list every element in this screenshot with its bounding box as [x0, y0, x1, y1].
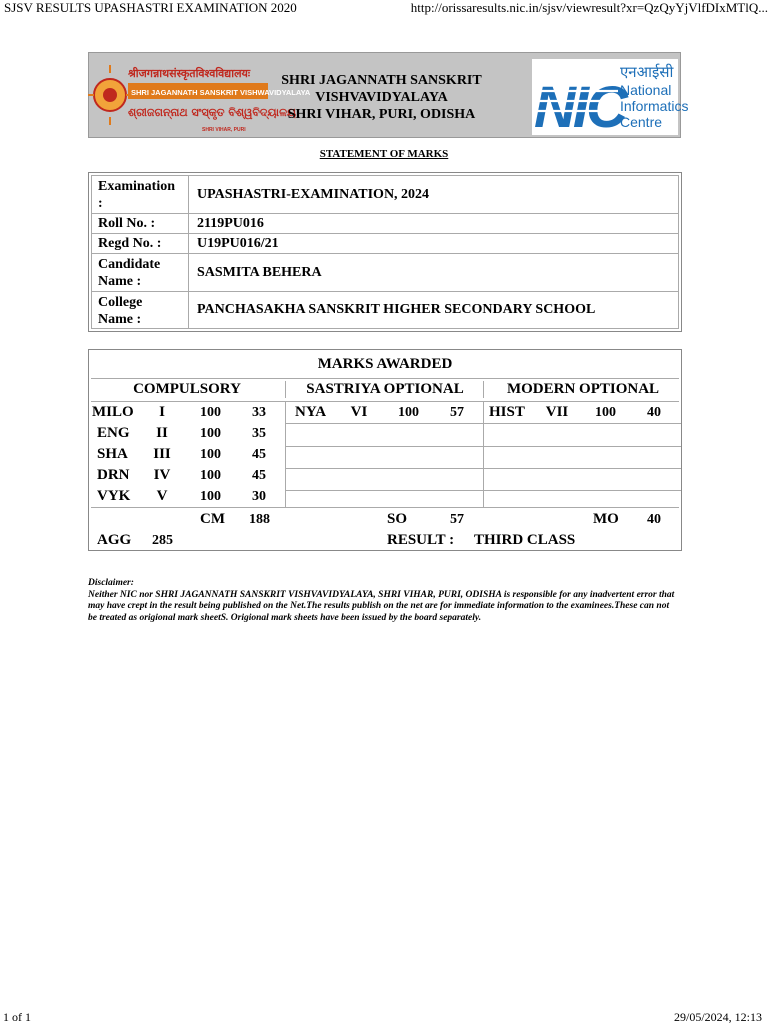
divider — [483, 401, 484, 507]
divider — [483, 446, 681, 447]
secured-marks: 45 — [252, 468, 266, 483]
divider — [91, 507, 679, 508]
examination-label-line2: : — [98, 196, 103, 211]
divider — [285, 446, 483, 447]
regd-label: Regd No. : — [92, 234, 189, 253]
candidate-name-value: SASMITA BEHERA — [197, 264, 322, 280]
university-logo — [92, 61, 311, 136]
paper-number: III — [153, 446, 171, 462]
candidate-name-label — [92, 254, 189, 291]
modern-subject-code: HIST — [489, 404, 525, 420]
modern-full-marks: 100 — [595, 405, 616, 420]
candidate-info-table — [88, 172, 682, 332]
university-name-line2: VISHVAVIDYALAYA — [315, 90, 448, 105]
paper-number: IV — [153, 467, 171, 483]
divider — [285, 468, 483, 469]
examination-label-line1: Examination — [98, 179, 176, 194]
info-row-college — [91, 291, 679, 329]
info-row-roll — [91, 213, 679, 234]
nic-logo-letters: NIC — [534, 75, 625, 140]
university-name — [274, 72, 489, 123]
nic-line2-text: Informatics — [620, 98, 689, 114]
cm-label: CM — [200, 511, 225, 527]
paper-number: V — [156, 488, 168, 504]
divider — [483, 490, 681, 491]
agg-label: AGG — [97, 532, 132, 548]
marks-table — [88, 349, 682, 551]
divider — [91, 378, 679, 379]
nic-line1-text: National — [620, 82, 672, 98]
full-marks: 100 — [200, 447, 221, 462]
college-name-label-line2: Name : — [98, 312, 142, 327]
nic-logo — [532, 59, 689, 140]
secured-marks: 30 — [252, 489, 266, 504]
nic-line3-text: Centre — [620, 114, 663, 130]
college-name-label-line1: College — [98, 295, 143, 310]
subject-code: ENG — [97, 425, 130, 441]
candidate-name-label-line2: Name : — [98, 274, 142, 289]
university-name-line3: SHRI VIHAR, PURI, ODISHA — [287, 107, 476, 122]
divider — [91, 401, 679, 402]
full-marks: 100 — [200, 489, 221, 504]
sastriya-paper-number: VI — [350, 404, 368, 420]
disclaimer — [88, 578, 680, 624]
mo-label: MO — [593, 511, 619, 527]
full-marks: 100 — [200, 405, 221, 420]
so-value: 57 — [450, 512, 464, 527]
divider — [285, 381, 286, 398]
subject-code: MILO — [92, 404, 134, 420]
result-label: RESULT : — [387, 532, 455, 548]
subject-code: VYK — [97, 488, 131, 504]
divider — [483, 381, 484, 398]
secured-marks: 33 — [252, 405, 266, 420]
header-banner — [88, 52, 689, 140]
info-row-candidate — [91, 253, 679, 292]
logo-place-text: SHRI VIHAR, PURI — [202, 127, 246, 133]
divider — [285, 423, 483, 424]
browser-page-title: SJSV RESULTS UPASHASTRI EXAMINATION 2020 — [4, 0, 297, 15]
university-name-line1: SHRI JAGANNATH SANSKRIT — [281, 73, 482, 88]
college-name-value: PANCHASAKHA SANSKRIT HIGHER SECONDARY SCHOOL — [197, 302, 596, 317]
statement-title-text: STATEMENT OF MARKS — [319, 148, 449, 160]
logo-sanskrit-text: श्रीजगन्नाथसंस्कृतविश्वविद्यालयः — [128, 67, 251, 80]
divider — [483, 423, 681, 424]
sastriya-optional-header: SASTRIYA OPTIONAL — [306, 381, 464, 397]
cm-value: 188 — [249, 512, 270, 527]
modern-paper-number: VII — [545, 404, 569, 420]
sastriya-secured-marks: 57 — [450, 405, 464, 420]
divider — [285, 490, 483, 491]
full-marks: 100 — [200, 426, 221, 441]
secured-marks: 45 — [252, 447, 266, 462]
sastriya-subject-code: NYA — [295, 404, 327, 420]
candidate-name-label-line1: Candidate — [98, 257, 161, 272]
secured-marks: 35 — [252, 426, 266, 441]
statement-title — [0, 148, 768, 160]
paper-number: II — [156, 425, 168, 441]
roll-value: 2119PU016 — [197, 215, 264, 231]
so-label: SO — [387, 511, 408, 527]
subject-code: DRN — [97, 467, 130, 483]
college-name-label — [92, 292, 189, 328]
modern-secured-marks: 40 — [647, 405, 661, 420]
mo-value: 40 — [647, 512, 661, 527]
subject-code: SHA — [97, 446, 128, 462]
info-row-regd — [91, 233, 679, 254]
full-marks: 100 — [200, 468, 221, 483]
modern-optional-header: MODERN OPTIONAL — [506, 381, 660, 397]
print-datetime: 29/05/2024, 12:13 — [673, 1010, 762, 1024]
sastriya-full-marks: 100 — [398, 405, 419, 420]
page-count: 1 of 1 — [3, 1010, 31, 1024]
marks-awarded-title: MARKS AWARDED — [317, 356, 453, 372]
disclaimer-text: Neither NIC nor SHRI JAGANNATH SANSKRIT VISHVAVIDYALAYA, SHRI VIHAR, PURI, ODISHA is responsible for any inadvertent error that may have crept in the result being published on the Net.The results publish on the net are for immediate information to the examinees.These can not be treated as origional mark sheetS. Origional mark sheets have been issued by the board separately. — [88, 589, 675, 623]
logo-english-text: SHRI JAGANNATH SANSKRIT VISHWAVIDYALAYA — [131, 88, 311, 97]
divider — [483, 468, 681, 469]
regd-value: U19PU016/21 — [197, 235, 279, 251]
agg-value: 285 — [152, 533, 173, 548]
divider — [285, 401, 286, 507]
compulsory-header: COMPULSORY — [133, 381, 241, 397]
info-row-examination — [91, 175, 679, 214]
result-value: THIRD CLASS — [474, 532, 576, 548]
roll-label: Roll No. : — [92, 214, 189, 233]
examination-label — [92, 176, 189, 213]
browser-url[interactable]: http://orissaresults.nic.in/sjsv/viewresult?xr=QzQyYjVlfDIxMTlQ... — [410, 0, 768, 15]
paper-number: I — [159, 404, 165, 420]
examination-value: UPASHASTRI-EXAMINATION, 2024 — [197, 186, 430, 202]
disclaimer-title: Disclaimer: — [88, 578, 134, 588]
nic-hindi-text: एनआईसी — [620, 63, 674, 81]
logo-odia-text: ଶ୍ରୀଜଗନ୍ନାଥ ସଂସ୍କୃତ ବିଶ୍ୱବିଦ୍ୟାଳୟ — [128, 106, 297, 119]
